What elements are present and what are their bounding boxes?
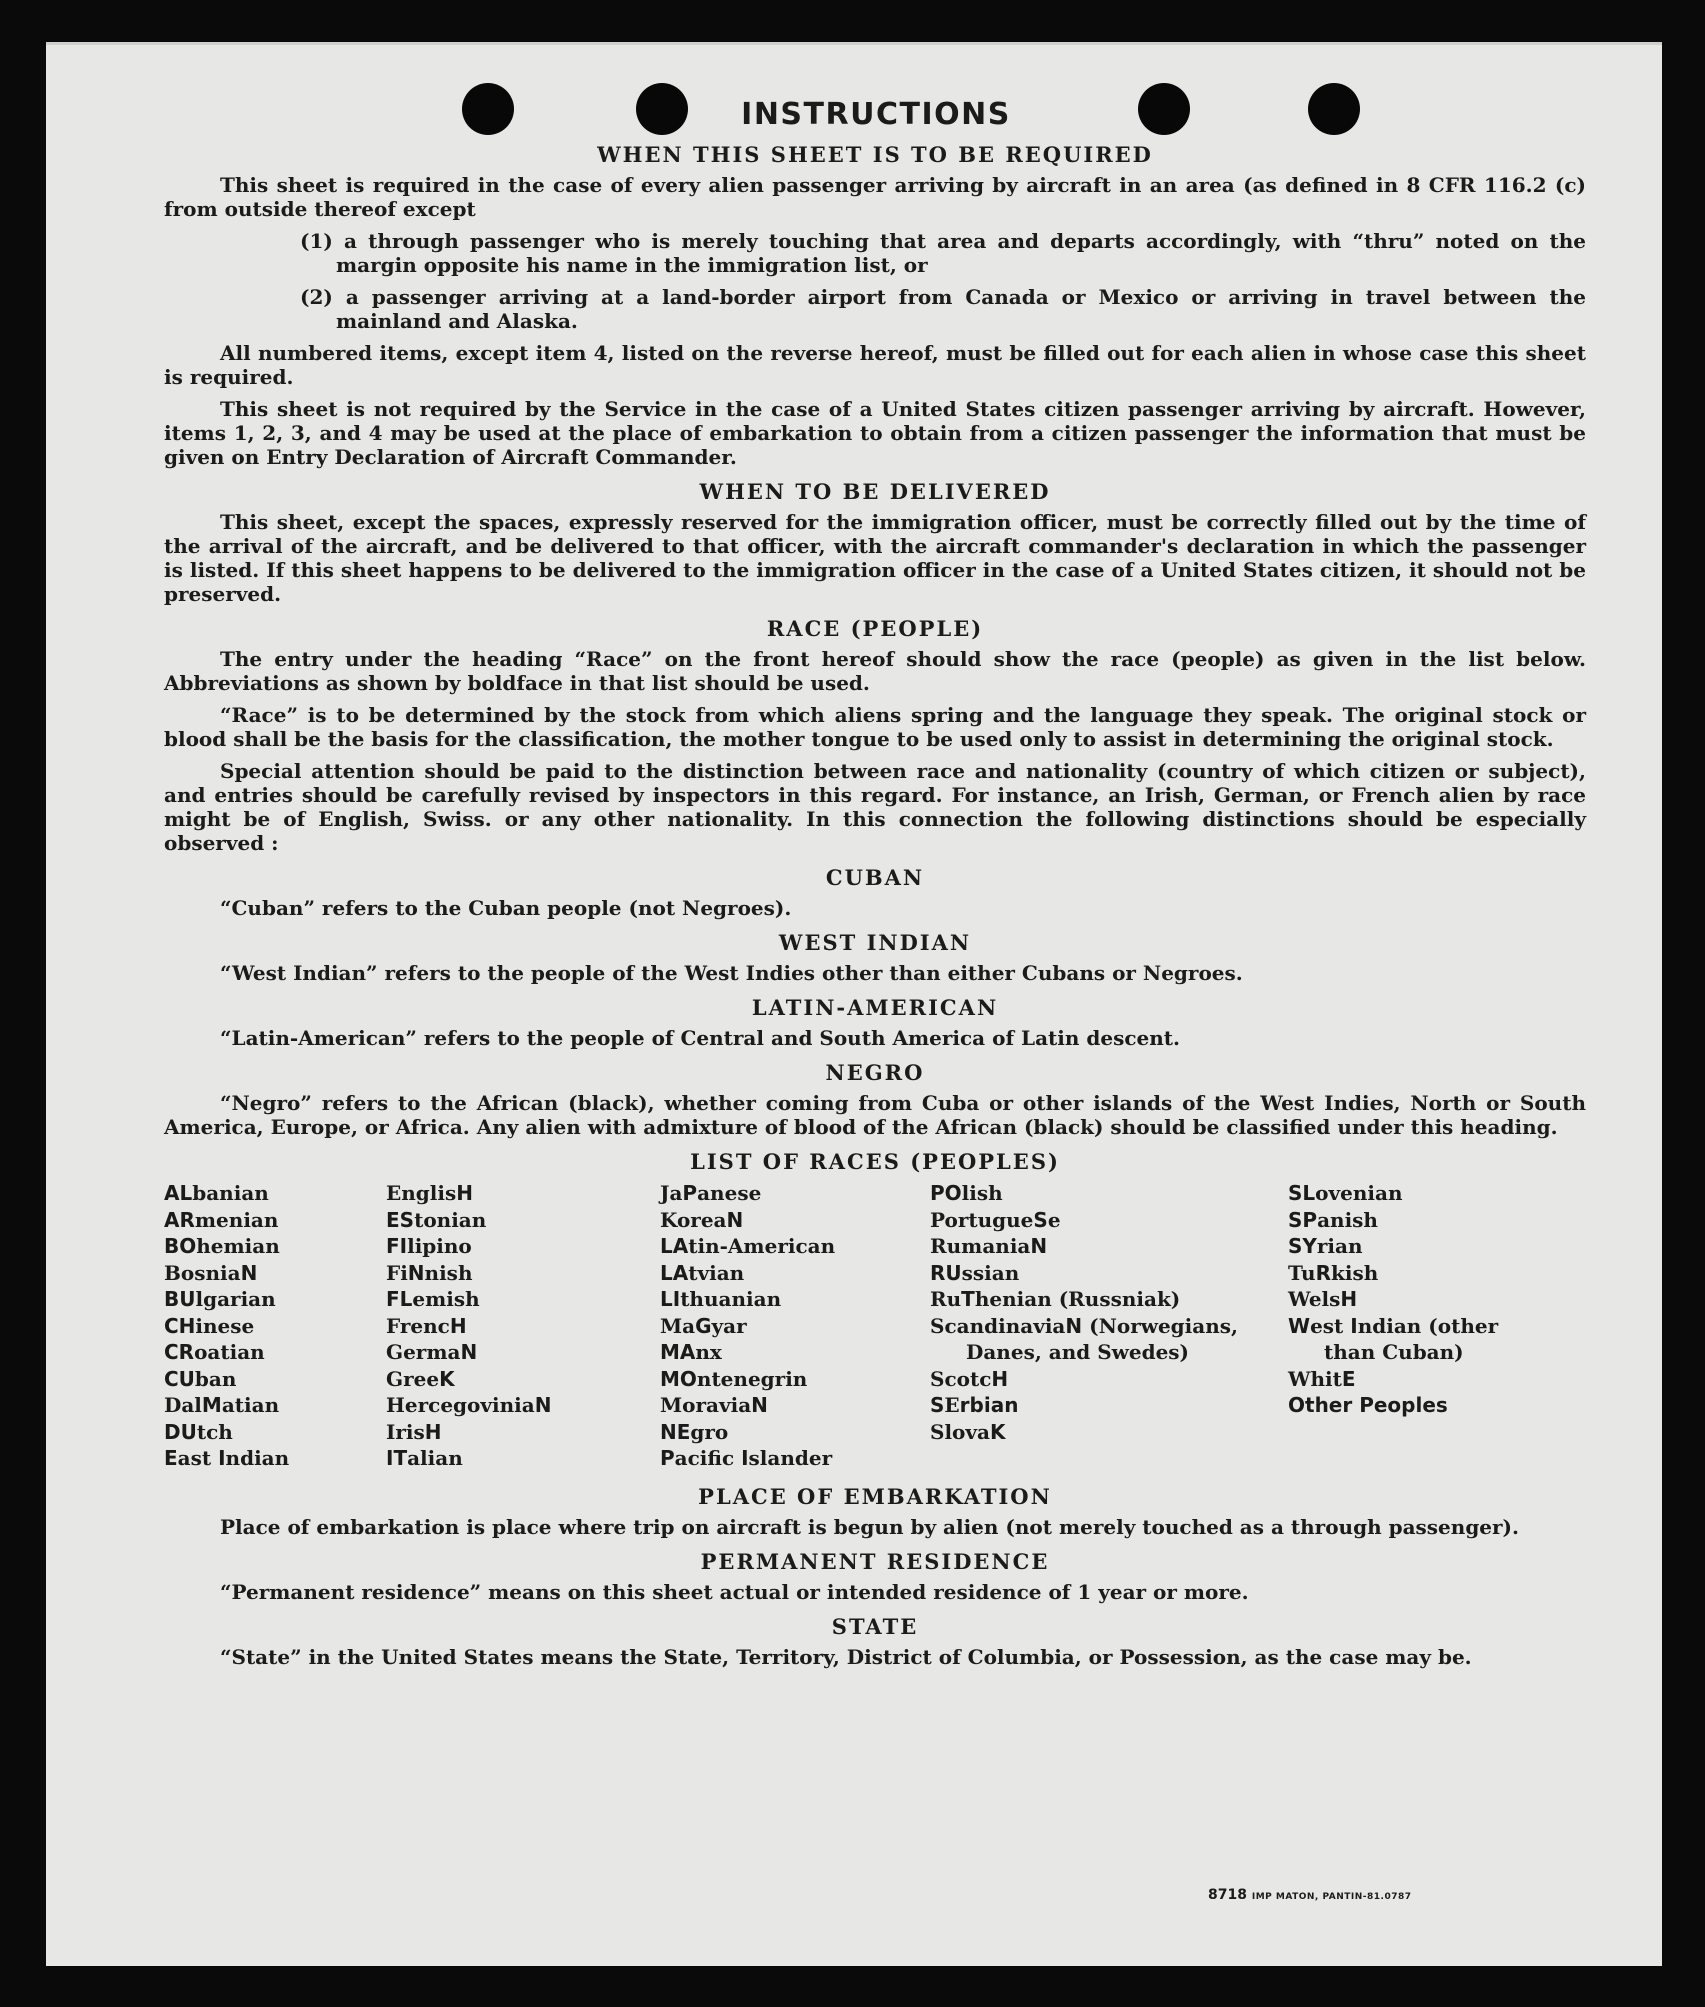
race-entry: IrisH <box>386 1419 442 1444</box>
races-column <box>386 1180 660 1472</box>
heading-when-delivered: WHEN TO BE DELIVERED <box>699 479 1051 504</box>
race-entry: TuRkish <box>1288 1260 1379 1285</box>
race-entry: LAtin-American <box>660 1234 836 1258</box>
paragraph: “West Indian” refers to the people of the West Indies other than either Cubans or Negroes. <box>220 961 1243 985</box>
race-entry: FiNnish <box>386 1260 473 1285</box>
race-entry: RuThenian (Russniak) <box>930 1287 1181 1311</box>
races-list <box>164 1180 1586 1472</box>
race-entry: Pacific Islander <box>660 1446 833 1470</box>
paragraph: This sheet is required in the case of every alien passenger arriving by aircraft in an area (as defined in 8 CFR 116.2 (c) from outside thereof except <box>164 173 1586 221</box>
race-entry: POlish <box>930 1181 1003 1205</box>
paragraph: Place of embarkation is place where trip on aircraft is begun by alien (not merely touched as a through passenger). <box>220 1514 1519 1539</box>
heading-place-of-embarkation: PLACE OF EMBARKATION <box>698 1483 1052 1509</box>
race-entry: HercegoviniaN <box>386 1393 552 1417</box>
heading-race: RACE (PEOPLE) <box>766 616 984 641</box>
races-column <box>164 1180 386 1472</box>
heading-when-required: WHEN THIS SHEET IS TO BE REQUIRED <box>597 142 1153 167</box>
race-entry: EnglisH <box>386 1181 473 1205</box>
race-entry: ITalian <box>386 1446 463 1470</box>
paragraph: Special attention should be paid to the distinction between race and nationality (country of which citizen or subject), and entries should be carefully revised by inspectors in this regard. For instance, an Irish, German, or French alien by race might be of English, Swiss. or any other nationality. In this connection the following distinctions should be especially observed : <box>164 759 1586 855</box>
paragraph: “Cuban” refers to the Cuban people (not Negroes). <box>220 896 792 920</box>
race-entry: MaGyar <box>660 1313 747 1338</box>
race-entry: SPanish <box>1288 1207 1378 1232</box>
race-entry: MoraviaN <box>660 1393 768 1417</box>
race-entry: GreeK <box>386 1366 455 1391</box>
paragraph: “State” in the United States means the State, Territory, District of Columbia, or Possession, as the case may be. <box>220 1644 1472 1669</box>
race-entry: RumaniaN <box>930 1234 1048 1258</box>
form-number <box>1208 1887 1412 1903</box>
race-entry: BosniaN <box>164 1260 258 1285</box>
race-entry: RUssian <box>930 1260 1020 1285</box>
race-entry: FIlipino <box>386 1234 472 1258</box>
race-entry: EStonian <box>386 1207 487 1232</box>
race-entry: SLovenian <box>1288 1181 1403 1205</box>
race-entry: West Indian (other than Cuban) <box>1288 1313 1499 1364</box>
race-entry: CUban <box>164 1366 237 1391</box>
heading-west-indian: WEST INDIAN <box>778 930 972 955</box>
races-column <box>930 1180 1288 1472</box>
race-entry: MAnx <box>660 1340 722 1364</box>
race-entry: PortugueSe <box>930 1207 1061 1232</box>
page-title: INSTRUCTIONS <box>741 97 1011 132</box>
race-entry: LAtvian <box>660 1260 745 1285</box>
list-item: (1) a through passenger who is merely touching that area and departs accordingly, with “thru” noted on the margin opposite his name in the immigration list, or <box>300 229 1586 277</box>
race-entry: ScotcH <box>930 1366 1009 1391</box>
heading-list-of-races: LIST OF RACES (PEOPLES) <box>690 1149 1060 1174</box>
race-entry: SYrian <box>1288 1234 1363 1258</box>
paragraph: The entry under the heading “Race” on the front hereof should show the race (people) as given in the list below. Abbreviations as shown by boldface in that list should be used. <box>164 647 1586 695</box>
race-entry: NEgro <box>660 1419 729 1444</box>
document-body <box>164 97 1586 1677</box>
instruction-sheet <box>46 42 1662 1966</box>
paragraph: “Negro” refers to the African (black), whether coming from Cuba or other islands of the West Indies, North or South America, Europe, or Africa. Any alien with admixture of blood of the African (black) should be classified under this heading. <box>164 1091 1586 1139</box>
race-entry: DalMatian <box>164 1393 280 1417</box>
heading-latin-american: LATIN-AMERICAN <box>751 995 999 1020</box>
paragraph: “Permanent residence” means on this sheet actual or intended residence of 1 year or more. <box>220 1579 1249 1604</box>
printer-imprint: IMP MATON, PANTIN-81.0787 <box>1251 1892 1412 1902</box>
race-entry: CRoatian <box>164 1340 265 1364</box>
race-entry: ScandinaviaN (Norwegians, Danes, and Swedes) <box>930 1313 1238 1364</box>
race-entry: DUtch <box>164 1419 233 1444</box>
race-entry: Other Peoples <box>1288 1393 1448 1417</box>
paragraph: “Race” is to be determined by the stock from which aliens spring and the language they speak. The original stock or blood shall be the basis for the classification, the mother tongue to be used only to assist in determining the original stock. <box>164 703 1586 751</box>
race-entry: MOntenegrin <box>660 1366 808 1391</box>
race-entry: East Indian <box>164 1446 290 1470</box>
heading-cuban: CUBAN <box>825 865 925 890</box>
paragraph: All numbered items, except item 4, listed on the reverse hereof, must be filled out for each alien in whose case this sheet is required. <box>164 341 1586 389</box>
paragraph: This sheet, except the spaces, expressly reserved for the immigration officer, must be correctly filled out by the time of the arrival of the aircraft, and be delivered to that officer, with the aircraft commander's declaration in which the passenger is listed. If this sheet happens to be delivered to the immigration officer in the case of a United States citizen, it should not be preserved. <box>164 510 1586 606</box>
race-entry: GermaN <box>386 1340 478 1364</box>
list-item: (2) a passenger arriving at a land-border airport from Canada or Mexico or arriving in travel between the mainland and Alaska. <box>300 285 1586 333</box>
race-entry: SlovaK <box>930 1419 1006 1444</box>
heading-negro: NEGRO <box>825 1060 925 1085</box>
race-entry: SErbian <box>930 1393 1019 1417</box>
heading-state: STATE <box>831 1613 919 1639</box>
race-entry: JaPanese <box>660 1181 762 1205</box>
heading-permanent-residence: PERMANENT RESIDENCE <box>700 1548 1050 1574</box>
race-entry: BOhemian <box>164 1234 280 1258</box>
races-column <box>1288 1180 1548 1472</box>
race-entry: FLemish <box>386 1287 480 1311</box>
race-entry: KoreaN <box>660 1207 744 1232</box>
race-entry: WelsH <box>1288 1287 1358 1311</box>
paragraph: “Latin-American” refers to the people of Central and South America of Latin descent. <box>220 1026 1180 1050</box>
race-entry: LIthuanian <box>660 1287 782 1311</box>
form-number-value: 8718 <box>1208 1887 1247 1903</box>
paragraph: This sheet is not required by the Service in the case of a United States citizen passenger arriving by aircraft. However, items 1, 2, 3, and 4 may be used at the place of embarkation to obtain from a citizen passenger the information that must be given on Entry Declaration of Aircraft Commander. <box>164 397 1586 469</box>
race-entry: ARmenian <box>164 1207 279 1232</box>
race-entry: ALbanian <box>164 1181 269 1205</box>
race-entry: FrencH <box>386 1313 467 1338</box>
race-entry: BUlgarian <box>164 1287 276 1311</box>
race-entry: WhitE <box>1288 1366 1356 1391</box>
races-column <box>660 1180 930 1472</box>
race-entry: CHinese <box>164 1313 255 1338</box>
